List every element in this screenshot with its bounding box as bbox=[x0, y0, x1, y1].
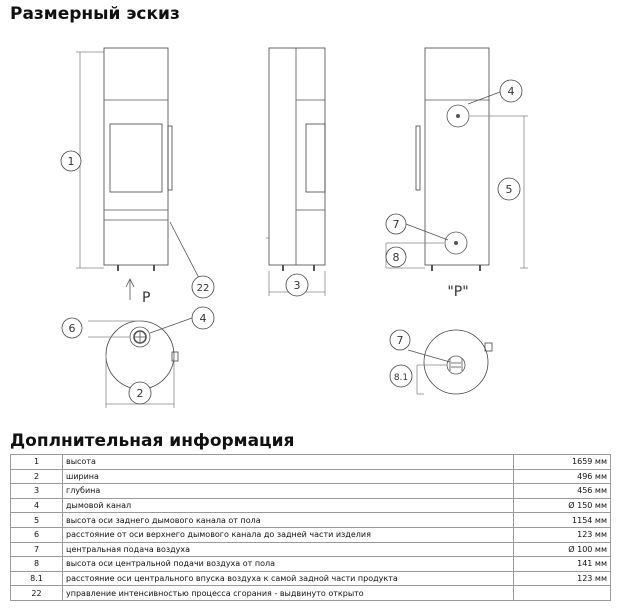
front-view bbox=[76, 48, 200, 300]
row-value-cell bbox=[514, 586, 611, 601]
row-desc-cell: высота оси заднего дымового канала от пола bbox=[63, 513, 514, 528]
row-num-cell: 5 bbox=[11, 513, 63, 528]
svg-text:6: 6 bbox=[68, 322, 76, 335]
row-desc-cell: ширина bbox=[63, 469, 514, 484]
svg-text:4: 4 bbox=[199, 312, 207, 325]
row-num-cell: 22 bbox=[11, 586, 63, 601]
row-num-cell: 7 bbox=[11, 542, 63, 557]
svg-text:8.1: 8.1 bbox=[393, 373, 409, 383]
callout-3 bbox=[286, 274, 308, 296]
table-row bbox=[11, 469, 611, 484]
row-value-cell: 456 мм bbox=[514, 484, 611, 499]
callout-6 bbox=[62, 318, 82, 338]
row-num-cell: 4 bbox=[11, 498, 63, 513]
table-row bbox=[11, 542, 611, 557]
top-view-rear bbox=[408, 330, 492, 394]
table-row bbox=[11, 455, 611, 470]
row-num-cell: 1 bbox=[11, 455, 63, 470]
row-desc-cell: высота оси центральной подачи воздуха от пола bbox=[63, 557, 514, 572]
row-value-cell: 123 мм bbox=[514, 527, 611, 542]
row-desc-cell: дымовой канал bbox=[63, 498, 514, 513]
callout-8-1 bbox=[390, 365, 412, 387]
row-desc-cell: расстояние оси центрального впуска воздуха к самой задной части продукта bbox=[63, 571, 514, 586]
table-row bbox=[11, 498, 611, 513]
row-num-cell: 2 bbox=[11, 469, 63, 484]
rear-view-label: "P" bbox=[447, 284, 469, 300]
svg-text:3: 3 bbox=[293, 279, 301, 292]
row-desc-cell: центральная подача воздуха bbox=[63, 542, 514, 557]
svg-text:7: 7 bbox=[392, 218, 400, 231]
row-num-cell: 6 bbox=[11, 527, 63, 542]
row-num-cell: 8.1 bbox=[11, 571, 63, 586]
row-value-cell: 496 мм bbox=[514, 469, 611, 484]
callout-5 bbox=[498, 178, 520, 200]
row-num-cell: 8 bbox=[11, 557, 63, 572]
svg-text:8: 8 bbox=[392, 251, 400, 264]
callout-1 bbox=[61, 151, 81, 171]
side-view bbox=[266, 48, 325, 296]
table-row bbox=[11, 557, 611, 572]
svg-text:22: 22 bbox=[196, 283, 210, 294]
svg-text:7: 7 bbox=[396, 334, 404, 347]
table-row bbox=[11, 484, 611, 499]
row-value-cell: 123 мм bbox=[514, 571, 611, 586]
callout-4-top bbox=[192, 307, 214, 329]
row-value-cell: Ø 150 мм bbox=[514, 498, 611, 513]
callout-2 bbox=[129, 382, 151, 404]
row-desc-cell: управление интенсивностью процесса сгорания - выдвинуто открыто bbox=[63, 586, 514, 601]
row-value-cell: Ø 100 мм bbox=[514, 542, 611, 557]
row-value-cell: 141 мм bbox=[514, 557, 611, 572]
row-desc-cell: высота bbox=[63, 455, 514, 470]
callout-8 bbox=[386, 247, 406, 267]
row-desc-cell: глубина bbox=[63, 484, 514, 499]
dimension-sketch bbox=[0, 30, 620, 430]
table-row bbox=[11, 586, 611, 601]
front-view-arrow-label: P bbox=[142, 290, 151, 306]
svg-text:1: 1 bbox=[67, 155, 75, 168]
row-num-cell: 3 bbox=[11, 484, 63, 499]
row-value-cell: 1154 мм bbox=[514, 513, 611, 528]
svg-text:5: 5 bbox=[505, 183, 513, 196]
svg-text:4: 4 bbox=[507, 85, 515, 98]
callout-4-rear bbox=[500, 80, 522, 102]
table-row bbox=[11, 571, 611, 586]
additional-info-title: Доплнительная информация bbox=[10, 431, 295, 451]
row-desc-cell: расстояние от оси верхнего дымового канала до задней части изделия bbox=[63, 527, 514, 542]
callout-7-rear bbox=[386, 214, 406, 234]
row-value-cell: 1659 мм bbox=[514, 455, 611, 470]
svg-text:2: 2 bbox=[136, 387, 144, 400]
specifications-table bbox=[10, 454, 611, 601]
page-title: Размерный эскиз bbox=[10, 4, 180, 24]
table-row bbox=[11, 513, 611, 528]
callout-7-top bbox=[390, 330, 410, 350]
callout-22 bbox=[192, 276, 214, 298]
table-row bbox=[11, 527, 611, 542]
